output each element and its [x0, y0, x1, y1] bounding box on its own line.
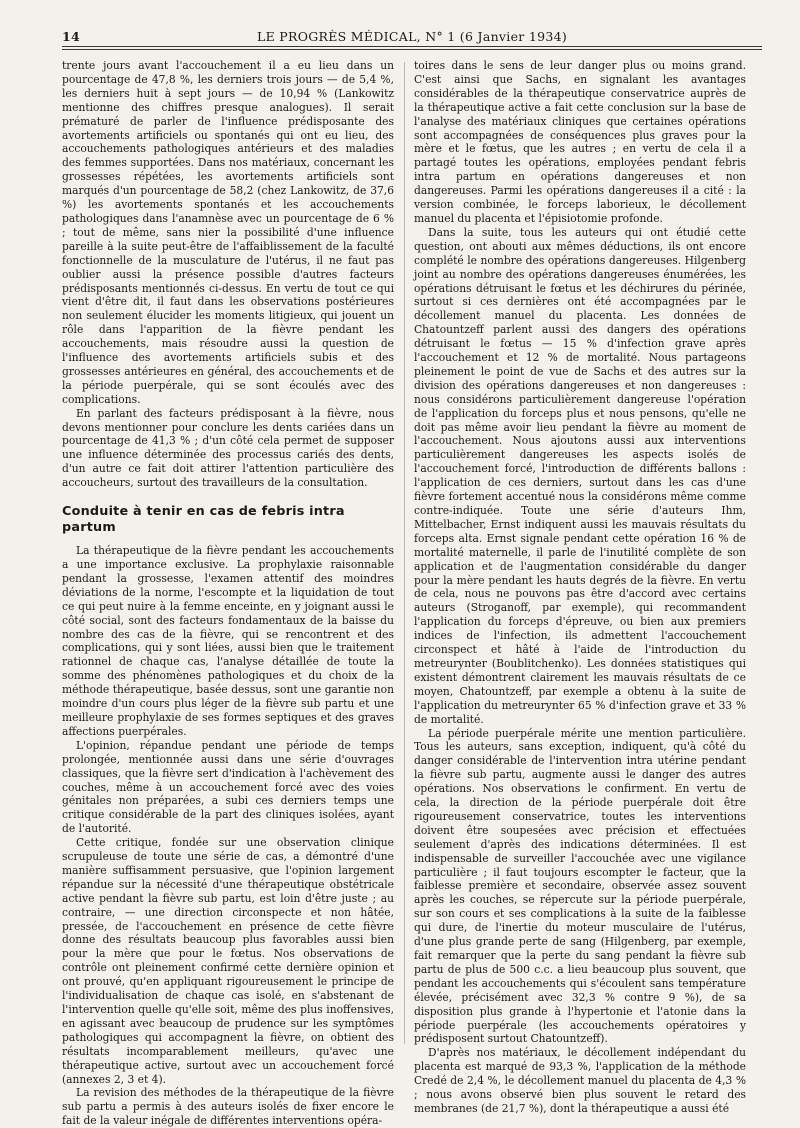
paragraph: L'opinion, répandue pendant une période de temps prolongée, mentionnée aussi dans une série d'ouvrages classiques, que la fièvre sert d'indication à l'achèvement des couches, même à un accouchement forcé avec des voies génitales non préparées, a subi ces derniers temps une critique considérable de la part des cliniques isolées, ayant de l'autorité. [62, 738, 394, 836]
column-divider [404, 62, 405, 1044]
paragraph: La thérapeutique de la fièvre pendant les accouchements a une importance exclusive. La prophylaxie raisonnable pendant la grossesse, l'examen attentif des moindres déviations de la norme, l'escompte et la liquidation de tout ce qui peut nuire à la femme enceinte, en y joignant aussi le côté social, sont des facteurs fondamentaux de la baisse du nombre des cas de la fièvre, qui se rencontrent et des complications, qui y sont liées, aussi bien que le traitement rationnel de chaque cas, l'analyse détaillée de toute la somme des phénomènes pathologiques et du choix de la méthode thérapeutique, basée dessus, sont une garantie non moindre d'un cours plus léger de la fièvre sub partu et une meilleure prophylaxie de ses formes septiques et des graves affections puerpérales. [62, 544, 394, 738]
left-column [62, 59, 394, 1128]
paragraph: La revision des méthodes de la thérapeutique de la fièvre sub partu a permis à des auteurs isolés de fixer encore le fait de la valeur inégale de différentes interventions opéra- [62, 1086, 394, 1128]
paragraph: En parlant des facteurs prédisposant à la fièvre, nous devons mentionner pour conclure les dents cariées dans un pourcentage de 41,3 % ; d'un côté cela permet de supposer une influence déterminée des processus cariés des dents, d'un autre ce fait doit attirer l'attention particulière des accoucheurs, surtout des travailleurs de la consultation. [62, 406, 394, 490]
header-rule-bottom [62, 49, 762, 50]
page-number: 14 [62, 29, 80, 44]
paragraph: D'après nos matériaux, le décollement indépendant du placenta est marqué de 93,3 %, l'application de la méthode Credé de 2,4 %, le décollement manuel du placenta de 4,3 % ; nous avons observé bien plus souvent le retard des membranes (de 21,7 %), dont la thérapeutique a aussi été [414, 1046, 746, 1115]
paragraph: toires dans le sens de leur danger plus ou moins grand. C'est ainsi que Sachs, en signalant les avantages considérables de la thérapeutique conservatrice auprès de la thérapeutique active a fait cette conclusion sur la base de l'analyse des matériaux cliniques que certaines opérations sont accompagnées de conséquences plus graves pour la mère et le fœtus, que les autres ; en vertu de cela il a partagé toutes les opérations, employées pendant febris intra partum en opérations dangereuses et non dangereuses. Parmi les opérations dangereuses il a cité : la version combinée, le forceps laborieux, le décollement manuel du placenta et l'épisiotomie profonde. [414, 59, 746, 225]
paragraph: trente jours avant l'accouchement il a eu lieu dans un pourcentage de 47,8 %, les derniers trois jours — de 5,4 %, les derniers huit à sept jours — de 10,94 % (Lankowitz mentionne des chiffres presque analogues). Il serait prématuré de parler de l'influence prédisposante des avortements artificiels ou spontanés qui ont eu lieu, des accouchements pathologiques antérieurs et des maladies des femmes supportées. Dans nos matériaux, concernant les grossesses répétées, les avortements artificiels sont marqués d'un pourcentage de 58,2 (chez Lankowitz, de 37,6 %) les avortements spontanés et les accouchements pathologiques dans l'anamnèse avec un pourcentage de 6 % ; tout de même, sans nier la possibilité d'une influence pareille à la suite peut-être de l'affaiblissement de la faculté fonctionnelle de la musculature de l'utérus, il ne faut pas oublier aussi la présence possible d'autres facteurs prédisposants mentionnés ci-dessus. En vertu de tout ce qui vient d'être dit, il faut dans les observations postérieures non seulement élucider les moments litigieux, qui jouent un rôle dans l'apparition de la fièvre pendant les accouchements, mais résoudre aussi la question de l'influence des avortements artificiels subis et des grossesses antérieures en général, des accouchements et de la période puerpérale, qui se sont écoulés avec des complications. [62, 59, 394, 406]
journal-title: LE PROGRÈS MÉDICAL, N° 1 (6 Janvier 1934) [256, 29, 568, 44]
running-header [62, 29, 762, 47]
header-rule-top [62, 46, 762, 47]
paragraph: Dans la suite, tous les auteurs qui ont étudié cette question, ont abouti aux mêmes déductions, ils ont encore complété le nombre des opérations dangereuses. Hilgenberg joint au nombre des opérations dangereuses énumérées, les opérations détruisant le fœtus et les déchirures du périnée, surtout si ces dernières ont été accompagnées par le décollement manuel du placenta. Les données de Chatountzeff parlent aussi des dangers des opérations détruisant le fœtus — 15 % d'infection grave après l'accouchement et 12 % de mortalité. Nous partageons pleinement le point de vue de Sachs et des autres sur la division des opérations dangereuses et non dangereuses : nous considérons particulièrement dangereuse l'opération de l'application du forceps plus et nous pensons, qu'elle ne doit pas même avoir lieu pendant la fièvre au moment de l'accouchement. Nous ajoutons aussi aux interventions particulièrement dangereuses les aspects isolés de l'accouchement forcé, l'introduction de différents ballons : l'application de ces derniers, surtout dans les cas d'une fièvre fortement accentué nous la considérons même comme contre-indiquée. Toute une série d'auteurs Ihm, Mittelbacher, Ernst indiquent aussi les mauvais résultats du forceps alta. Ernst signale pendant cette opération 16 % de mortalité maternelle, il parle de l'inutilité complète de son application et de l'augmentation considérable du danger pour la mère pendant les hauts degrés de la fièvre. En vertu de cela, nous ne pouvons pas être d'accord avec certains auteurs (Stroganoff, par exemple), qui recommandent l'application du forceps d'épreuve, ou bien aux premiers indices de l'infection, ils admettent l'accouchement circonspect et hâté à l'aide de l'introduction du metreurynter (Boublitchenko). Les données statistiques qui existent démontrent clairement les mauvais résultats de ce moyen, Chatountzeff, par exemple a obtenu à la suite de l'application du metreurynter 65 % d'infection grave et 33 % de mortalité. [414, 225, 746, 726]
paragraph: La période puerpérale mérite une mention particulière. Tous les auteurs, sans exception, indiquent, qu'à côté du danger considérable de l'intervention intra utérine pendant la fièvre sub partu, augmente aussi le danger des autres opérations. Nos observations le confirment. En vertu de cela, la direction de la période puerpérale doit être rigoureusement conservatrice, toutes les interventions doivent être soupesées avec précision et effectuées seulement d'après des indications déterminées. Il est indispensable de surveiller l'accouchée avec une vigilance particulière ; il faut toujours escompter le facteur, que la faiblesse première et secondaire, observée assez souvent après les couches, se répercute sur la période puerpérale, sur son cours et ses complications à la suite de la faiblesse qui dure, de l'inertie du moteur musculaire de l'utérus, d'une plus grande perte de sang (Hilgenberg, par exemple, fait remarquer que la perte du sang pendant la fièvre sub partu de plus de 500 c.c. a lieu beaucoup plus souvent, que pendant les accouchements qui s'écoulent sans température élevée, précisément avec 32,3 % contre 9 %), de sa disposition plus grande à l'hypertonie et l'atonie dans la période puerpérale (les accouchements opératoires y prédisposent surtout Chatountzeff). [414, 726, 746, 1046]
right-column [414, 59, 746, 1115]
paragraph: Cette critique, fondée sur une observation clinique scrupuleuse de toute une série de cas, a démontré d'une manière suffisamment persuasive, que l'opinion largement répandue sur la nécessité d'une thérapeutique obstétricale active pendant la fièvre sub partu, est loin d'être juste ; au contraire, — une direction circonspecte et non hâtée, pressée, de l'accouchement en présence de cette fièvre donne des résultats beaucoup plus favorables aussi bien pour la mère que pour le fœtus. Nos observations de contrôle ont pleinement confirmé cette dernière opinion et ont prouvé, qu'en appliquant rigoureusement le principe de l'individualisation de chaque cas isolé, en s'abstenant de l'intervention quelle qu'elle soit, même des plus inoffensives, en agissant avec beaucoup de prudence sur les symptômes pathologiques qui accompagnent la fièvre, on obtient des résultats incomparablement meilleurs, qu'avec une thérapeutique active, surtout avec un accouchement forcé (annexes 2, 3 et 4). [62, 836, 394, 1086]
section-heading: Conduite à tenir en cas de febris intra partum [62, 504, 345, 536]
